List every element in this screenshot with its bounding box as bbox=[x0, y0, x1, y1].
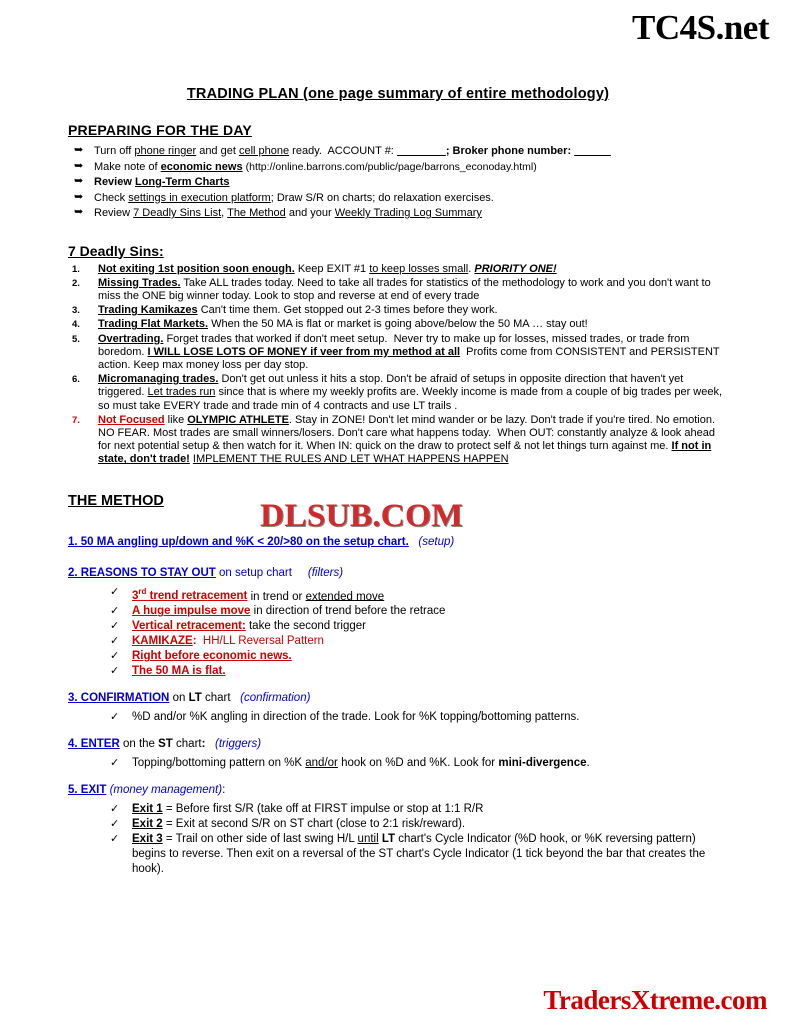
method-step-setup: 1. 50 MA angling up/down and %K < 20/>80 on the setup chart. (setup) bbox=[68, 535, 455, 548]
list-item-label: %D and/or %K angling in direction of the trade. Look for %K topping/bottoming patterns. bbox=[132, 711, 580, 724]
list-item: ✓ Topping/bottoming pattern on %K and/or hook on %D and %K. Look for mini-divergence. bbox=[110, 757, 590, 770]
section-heading-seven-deadly-sins: 7 Deadly Sins: bbox=[68, 242, 164, 259]
list-item: ➥ Review 7 Deadly Sins List, The Method and your Weekly Trading Log Summary bbox=[74, 206, 482, 219]
item-number: 5. bbox=[72, 333, 80, 345]
list-item bbox=[68, 710, 728, 725]
check-icon: ✓ bbox=[110, 818, 120, 831]
method-step-reasons-to-stay-out: 2. REASONS TO STAY OUT on setup chart (filters) bbox=[68, 566, 344, 579]
arrow-icon: ➥ bbox=[74, 206, 84, 218]
list-item: ➥ Turn off phone ringer and get cell phone ready. ACCOUNT #: ; Broker phone number: bbox=[74, 144, 572, 157]
list-item: ➥ Review Long-Term Charts bbox=[74, 175, 230, 188]
check-icon: ✓ bbox=[110, 605, 120, 618]
check-icon: ✓ bbox=[110, 757, 120, 770]
document-content bbox=[68, 86, 728, 877]
list-item: ✓ KAMIKAZE: HH/LL Reversal Pattern bbox=[110, 635, 324, 648]
method-step-enter: 4. ENTER on the ST chart: (triggers) bbox=[68, 738, 262, 751]
method-step-exit: 5. EXIT (money management): bbox=[68, 784, 226, 797]
arrow-icon: ➥ bbox=[74, 144, 84, 156]
item-number: 3. bbox=[72, 305, 80, 317]
list-item: ✓ The 50 MA is flat. bbox=[110, 665, 226, 678]
list-item: ✓ Vertical retracement: take the second trigger bbox=[110, 620, 366, 633]
check-icon: ✓ bbox=[110, 833, 120, 846]
list-item: ✓ A huge impulse move in direction of trend before the retrace bbox=[110, 605, 446, 618]
preparing-list bbox=[68, 144, 728, 221]
check-icon: ✓ bbox=[110, 711, 120, 724]
list-item: 3. Trading Kamikazes Can't time them. Get stopped out 2-3 times before they work. bbox=[72, 304, 498, 317]
item-number: 1. bbox=[72, 263, 80, 275]
check-icon: ✓ bbox=[110, 665, 120, 678]
confirmation-checklist bbox=[68, 710, 728, 725]
list-item: 6. Micromanaging trades. Don't get out unless it hits a stop. Don't be afraid of setups in opposite direction that haven't yet triggered. Let trades run since that is where my weekly profits are. Weekly income is made from a couple of big trades per week, so must take EVERY trade and trade min of 4 contracts and use LT trails . bbox=[72, 373, 723, 412]
exit-checklist bbox=[68, 802, 728, 877]
list-item: 2. Missing Trades. Take ALL trades today. Need to take all trades for statistics of the methodology to work and you don't want to miss the ONE big winner today. Look to stop and reverse at end of every trade bbox=[72, 276, 711, 302]
method-step-confirmation: 3. CONFIRMATION on LT chart (confirmation) bbox=[68, 692, 311, 705]
item-number: 6. bbox=[72, 374, 80, 386]
watermark-top: TC4S.net bbox=[632, 8, 769, 47]
item-number: 2. bbox=[72, 277, 80, 289]
item-number: 7. bbox=[72, 414, 80, 426]
watermark-middle: DLSUB.COM bbox=[260, 498, 463, 534]
enter-checklist bbox=[68, 756, 728, 771]
list-item: ➥ Check settings in execution platform; Draw S/R on charts; do relaxation exercises. bbox=[74, 190, 494, 204]
arrow-icon: ➥ bbox=[74, 175, 84, 187]
list-item: ✓ 3rd trend retracement in trend or extended move bbox=[110, 585, 385, 603]
check-icon: ✓ bbox=[110, 635, 120, 648]
arrow-icon: ➥ bbox=[74, 159, 84, 172]
list-item: ✓ Exit 1 = Before first S/R (take off at FIRST impulse or stop at 1:1 R/R bbox=[110, 803, 484, 816]
section-heading-preparing: PREPARING FOR THE DAY bbox=[68, 122, 252, 138]
list-item: ✓ Exit 3 = Trail on other side of last swing H/L until LT chart's Cycle Indicator (%D hook, or %K reversing pattern) begins to reverse. Then exit on a reversal of the ST chart's Cycle Indicator (1 tick beyond the bar that creates the hook). bbox=[110, 833, 706, 876]
list-item: 7. Not Focused like OLYMPIC ATHLETE. Stay in ZONE! Don't let mind wander or be lazy. Don't trade if you're tired. No emotion. NO FEAR. Most trades are small winners/losers. Don't care what happens today. When OUT: constantly analyze & look ahead for next potential setup & then watch for it. When IN: quick on the draw to protect self & not let things turn against me. If not in state, don't trade! IMPLEMENT THE RULES AND LET WHAT HAPPENS HAPPEN bbox=[72, 413, 716, 466]
watermark-bottom: TradersXtreme.com bbox=[543, 985, 767, 1015]
list-item: 5. Overtrading. Forget trades that worked if don't meet setup. Never try to make up for losses, missed trades, or trade from boredom. I WILL LOSE LOTS OF MONEY if veer from my method at all Profits come from CONSISTENT and PERSISTENT action. Keep max money loss per day stop. bbox=[72, 332, 720, 371]
list-item: 1. Not exiting 1st position soon enough. Keep EXIT #1 to keep losses small. PRIORITY ONE! bbox=[72, 262, 557, 275]
check-icon: ✓ bbox=[110, 620, 120, 633]
seven-deadly-sins-list bbox=[68, 263, 728, 467]
page-title: TRADING PLAN (one page summary of entire methodology) bbox=[186, 86, 610, 102]
arrow-icon: ➥ bbox=[74, 190, 84, 203]
section-heading-the-method: THE METHOD bbox=[68, 492, 164, 509]
item-number: 4. bbox=[72, 319, 80, 331]
check-icon: ✓ bbox=[110, 803, 120, 816]
list-item: ➥ Make note of economic news (http://online.barrons.com/public/page/barrons_econoday.html) bbox=[74, 159, 537, 173]
check-icon: ✓ bbox=[110, 585, 120, 598]
list-item: ✓ Right before economic news. bbox=[110, 650, 292, 663]
list-item: ✓ Exit 2 = Exit at second S/R on ST chart (close to 2:1 risk/reward). bbox=[110, 818, 466, 831]
list-item: 4. Trading Flat Markets. When the 50 MA is flat or market is going above/below the 50 MA … stay out! bbox=[72, 318, 588, 331]
check-icon: ✓ bbox=[110, 650, 120, 663]
filters-checklist bbox=[68, 585, 728, 680]
